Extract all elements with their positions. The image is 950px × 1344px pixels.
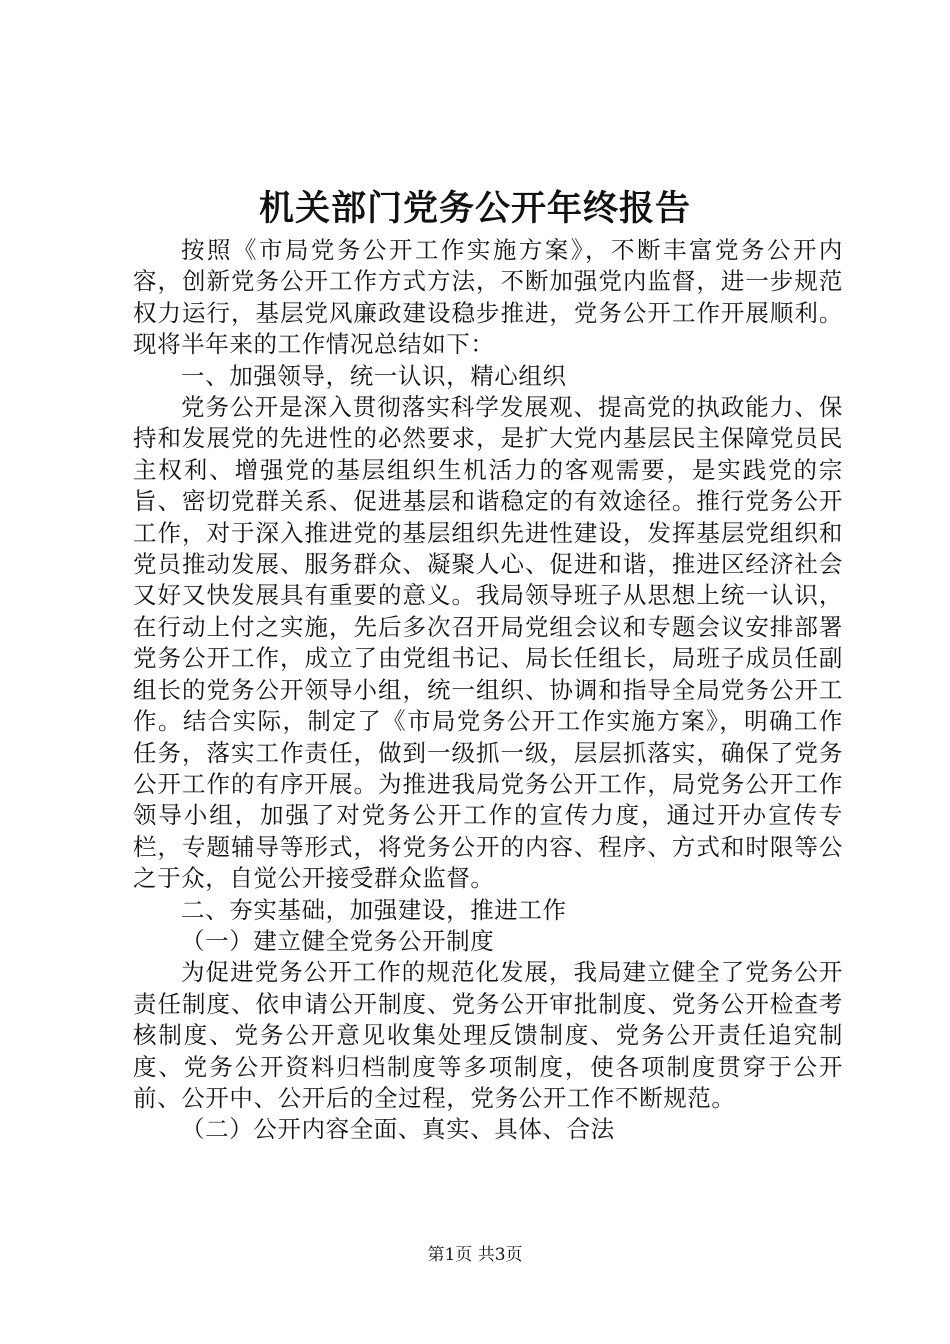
paragraph-section-1: 党务公开是深入贯彻落实科学发展观、提高党的执政能力、保持和发展党的先进性的必然要求，是扩大党内基层民主保障党员民主权利、增强党的基层组织生机活力的客观需要，是实践党的宗旨、密切党群关系、促进基层和谐稳定的有效途径。推行党务公开工作，对于深入推进党的基层组织先进性建设，发挥基层党组织和党员推动发展、服务群众、凝聚人心、促进和谐，推进区经济社会又好又快发展具有重要的意义。我局领导班子从思想上统一认识，在行动上付之实施，先后多次召开局党组会议和专题会议安排部署党务公开工作，成立了由党组书记、局长任组长，局班子成员任副组长的党务公开领导小组，统一组织、协调和指导全局党务公开工作。结合实际，制定了《市局党务公开工作实施方案》，明确工作任务，落实工作责任，做到一级抓一级，层层抓落实，确保了党务公开工作的有序开展。为推进我局党务公开工作，局党务公开工作领导小组，加强了对党务公开工作的宣传力度，通过开办宣传专栏，专题辅导等形式，将党务公开的内容、程序、方式和时限等公之于众，自觉公开接受群众监督。 xyxy=(133,393,843,893)
paragraph-intro: 按照《市局党务公开工作实施方案》，不断丰富党务公开内容，创新党务公开工作方式方法，不断加强党内监督，进一步规范权力运行，基层党风廉政建设稳步推进，党务公开工作开展顺利。现将半年来的工作情况总结如下： xyxy=(133,236,843,359)
page-number-footer: 第1页 共3页 xyxy=(427,1245,523,1265)
paragraph-subsection-1: 为促进党务公开工作的规范化发展，我局建立健全了党务公开责任制度、依申请公开制度、党务公开审批制度、党务公开检查考核制度、党务公开意见收集处理反馈制度、党务公开责任追究制度、党务公开资料归档制度等多项制度，使各项制度贯穿于公开前、公开中、公开后的全过程，党务公开工作不断规范。 xyxy=(133,958,843,1112)
section-heading-1: 一、加强领导，统一认识，精心组织 xyxy=(181,361,567,390)
subsection-heading-1: （一）建立健全党务公开制度 xyxy=(181,926,495,955)
document-title: 机关部门党务公开年终报告 xyxy=(258,188,691,229)
subsection-heading-2: （二）公开内容全面、真实、具体、合法 xyxy=(181,1115,615,1144)
section-heading-2: 二、夯实基础，加强建设，推进工作 xyxy=(181,895,567,924)
document-body xyxy=(133,235,843,1146)
